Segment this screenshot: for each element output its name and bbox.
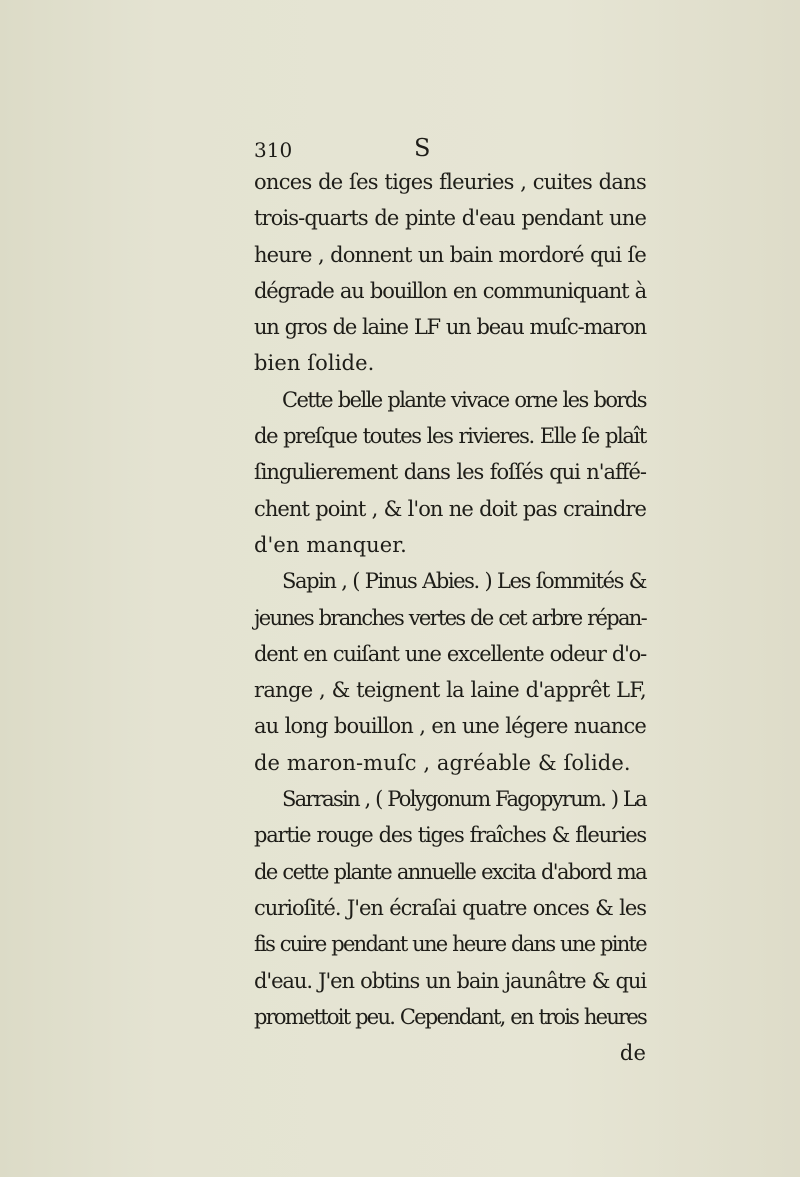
page-number: 310 [254, 138, 293, 162]
text-line: ſingulierement dans les foſſés qui n'affé- [254, 460, 646, 485]
text-line: fis cuire pendant une heure dans une pinte [254, 932, 646, 957]
text-line: partie rouge des tiges fraîches & fleuries [254, 823, 646, 848]
text-line: range , & teignent la laine d'apprêt LF, [254, 678, 646, 703]
body-text [254, 164, 646, 1071]
text-line: de maron-muſc , agréable & ſolide. [254, 750, 631, 775]
catchword: de [619, 1041, 646, 1066]
text-line: dent en cuiſant une excellente odeur d'o- [254, 641, 646, 666]
text-line: d'en manquer. [254, 532, 407, 557]
text-line: curioſité. J'en écraſai quatre onces & les [254, 895, 646, 920]
text-line: bien ſolide. [254, 351, 375, 376]
text-line: trois-quarts de pinte d'eau pendant une [254, 206, 646, 231]
text-line: chent point , & l'on ne doit pas craindre [254, 496, 646, 521]
entry-heading-line: Sapin , ( Pinus Abies. ) Les ſommités & [282, 569, 646, 594]
text-line: dégrade au bouillon en communiquant à [254, 278, 646, 303]
text-line: heure , donnent un bain mordoré qui ſe [254, 242, 646, 267]
text-line: de preſque toutes les rivieres. Elle ſe plaît [254, 424, 646, 449]
entry-heading-line: Sarrasin , ( Polygonum Fagopyrum. ) La [282, 787, 646, 812]
text-line: au long bouillon , en une légere nuance [254, 714, 646, 739]
text-line: onces de ſes tiges fleuries , cuites dans [254, 170, 646, 194]
text-line: Cette belle plante vivace orne les bords [282, 387, 646, 412]
text-line: d'eau. J'en obtins un bain jaunâtre & qui [254, 968, 646, 993]
text-line: promettoit peu. Cependant, en trois heures [254, 1004, 646, 1029]
text-line: un gros de laine LF un beau muſc-maron [254, 315, 646, 340]
text-line: de cette plante annuelle excita d'abord ma [254, 859, 646, 884]
section-letter: S [414, 134, 431, 162]
text-line: jeunes branches vertes de cet arbre répan- [254, 605, 646, 630]
